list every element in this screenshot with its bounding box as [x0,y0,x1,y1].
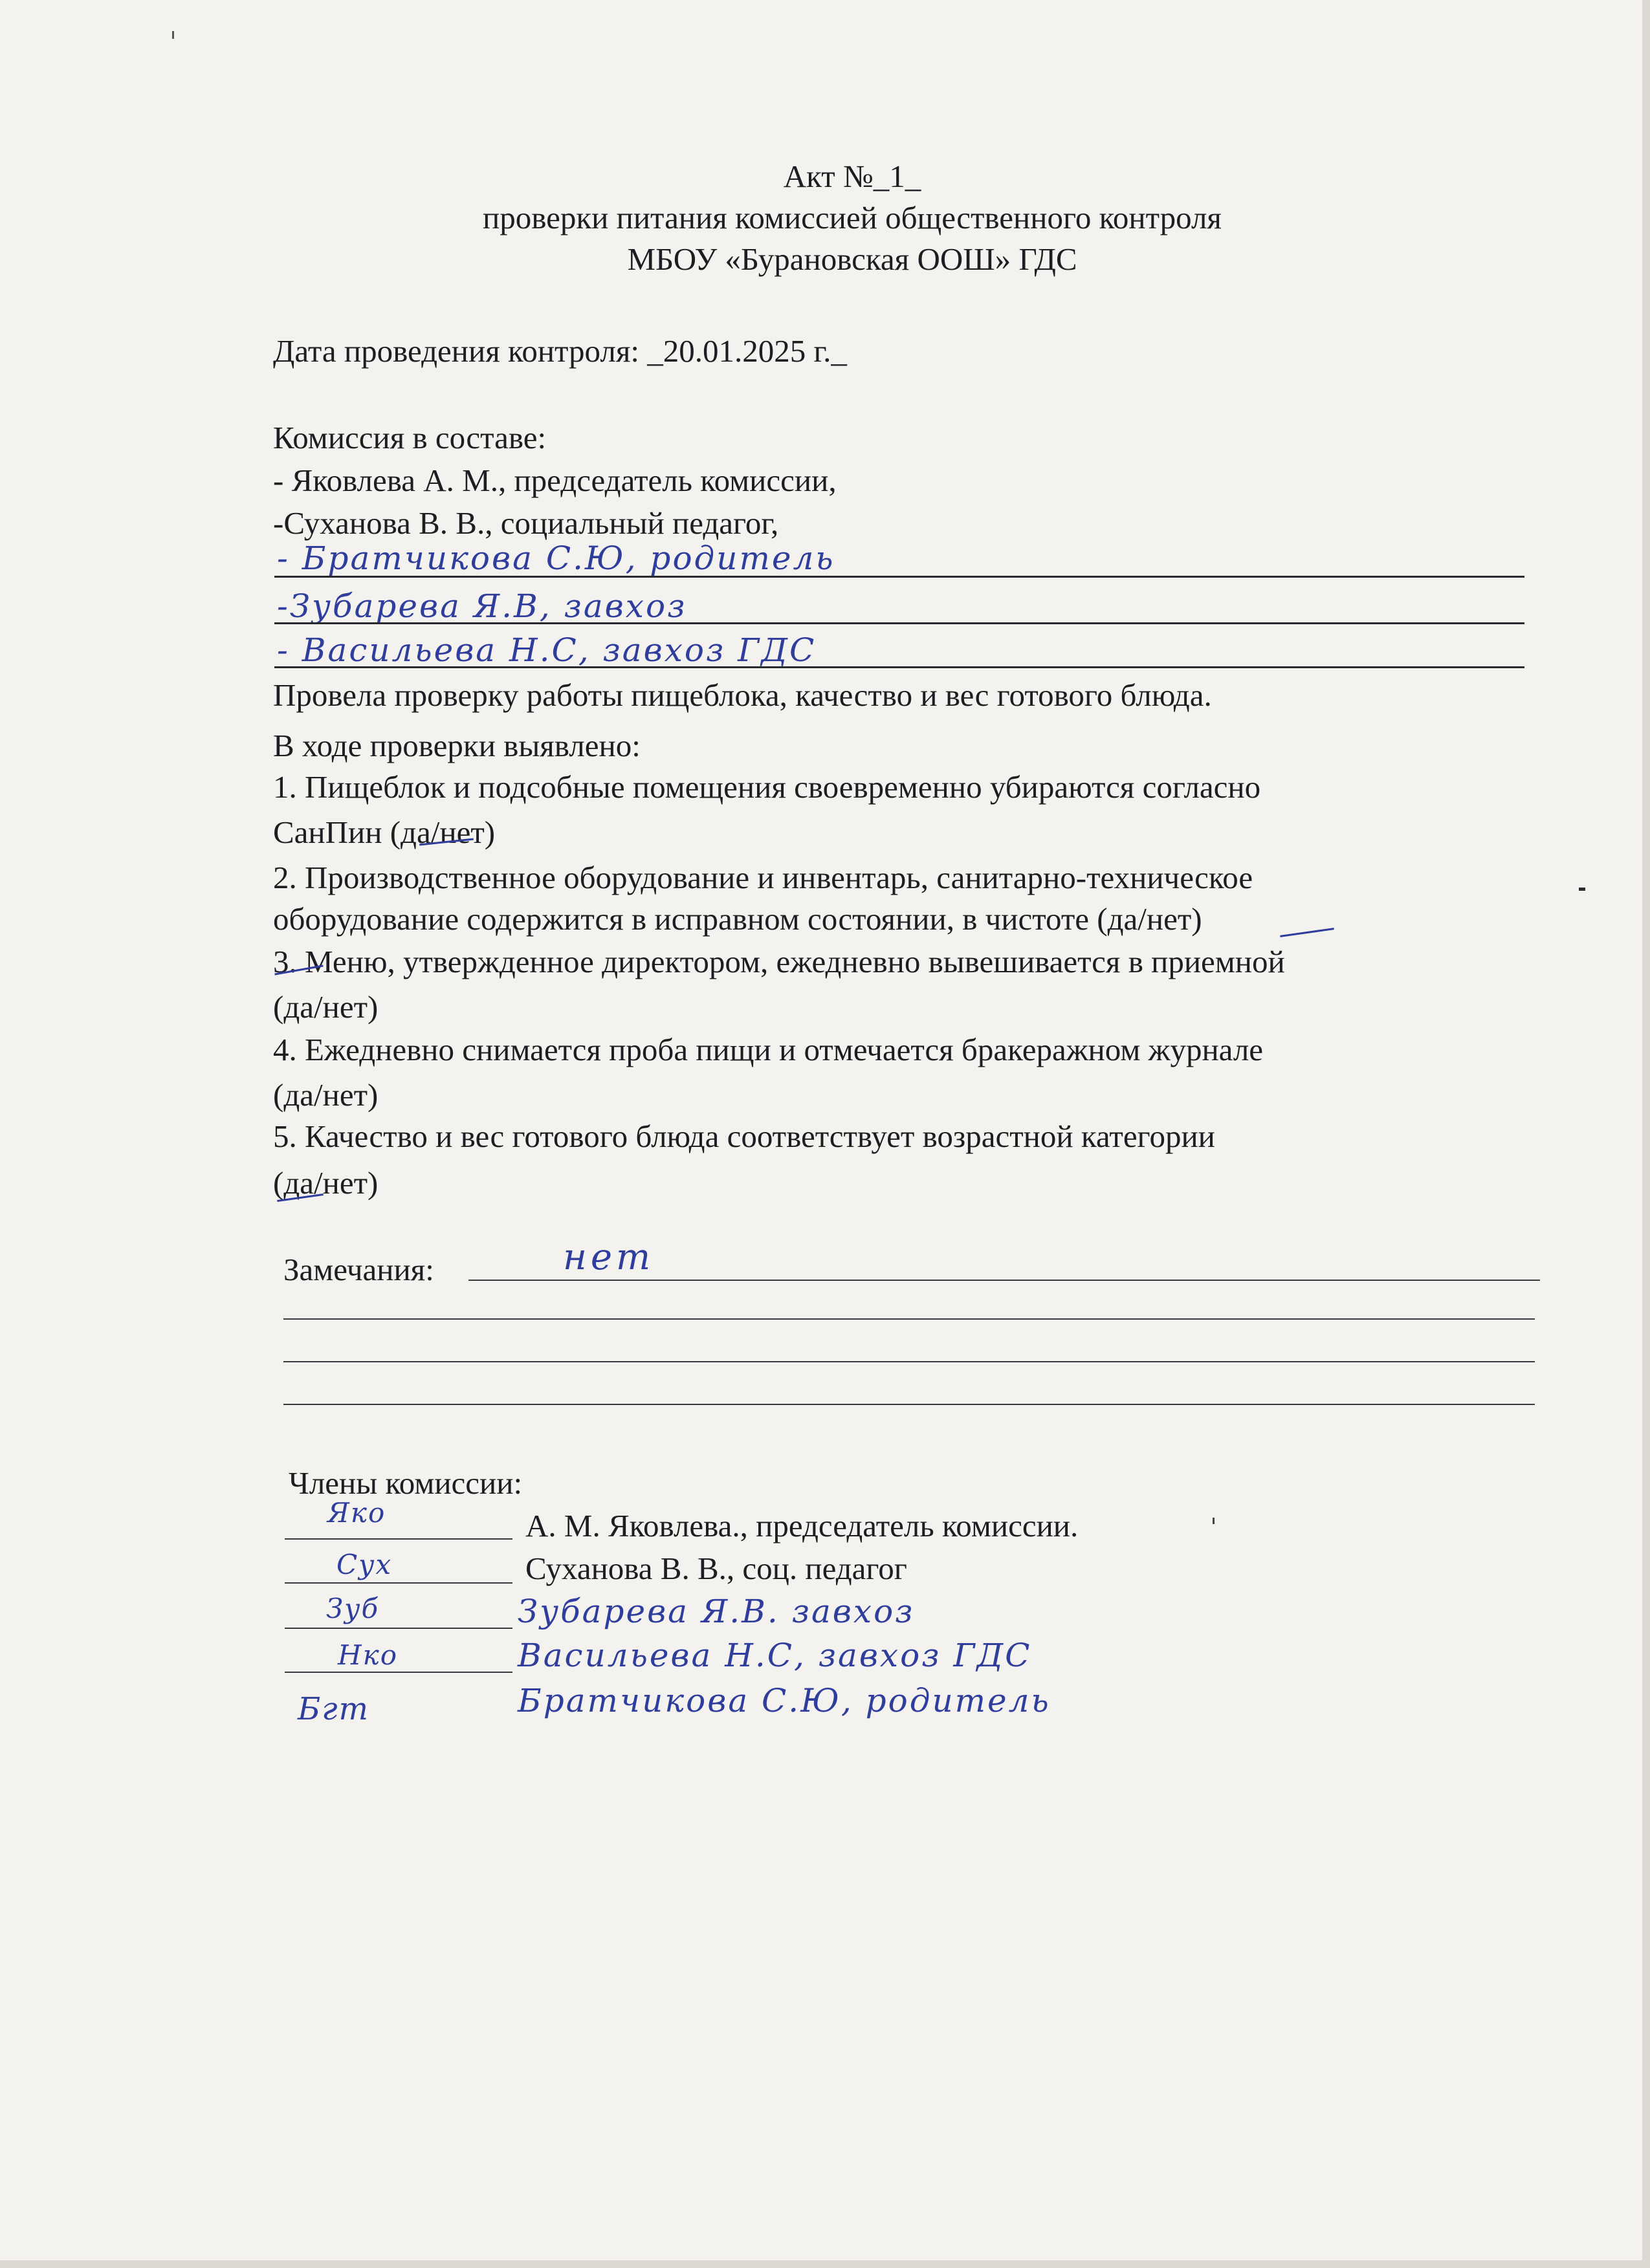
inspection-found: В ходе проверки выявлено: [273,728,641,763]
signatory-name: Суханова В. В., соц. педагог [525,1551,907,1586]
inspection-line: СанПин (да/нет) [273,814,496,850]
signature-line [285,1538,512,1540]
member-line [274,666,1524,668]
remarks-line [283,1318,1535,1320]
inspection-intro: Провела проверку работы пищеблока, качество и вес готового блюда. [273,677,1212,713]
commission-heading: Комиссия в составе: [273,420,547,455]
inspection-line: оборудование содержится в исправном состоянии, в чистоте (да/нет) [273,901,1202,937]
school-name: МБОУ «Бурановская ООШ» ГДС [627,241,1077,277]
inspection-line: 3. Меню, утвержденное директором, ежедневно вывешивается в приемной [273,944,1285,979]
act-title: Акт №_1_ [783,158,921,194]
inspection-line: 4. Ежедневно снимается проба пищи и отмечается бракеражном журнале [273,1032,1264,1067]
signatory-name: Зубарева Я.В. завхоз [518,1593,915,1630]
member-line [274,622,1524,624]
signature-line [285,1672,512,1673]
commission-member-handwritten: - Братчикова С.Ю, родитель [277,540,835,577]
signature: Нко [338,1639,398,1671]
signatures-heading: Члены комиссии: [289,1465,523,1501]
signature-line [285,1628,512,1629]
scan-speck [172,31,174,39]
commission-member-handwritten: -Зубарева Я.В, завхоз [277,587,687,625]
inspection-line: 5. Качество и вес готового блюда соответствует возрастной категории [273,1118,1215,1154]
answer-yes-mark [1280,928,1334,937]
signatory-name: А. М. Яковлева., председатель комиссии. [525,1508,1079,1543]
signatory-name: Братчикова С.Ю, родитель [518,1682,1051,1719]
inspection-line: (да/нет) [273,1077,379,1113]
signature: Сух [336,1549,393,1580]
scan-edge-right [1642,0,1650,2268]
scan-edge-bottom [0,2260,1650,2268]
signature: Яко [327,1497,386,1529]
inspection-line: (да/нет) [273,1165,379,1201]
member-line [274,576,1524,578]
commission-member-handwritten: - Васильева Н.С, завхоз ГДС [277,631,817,669]
inspection-line: 2. Производственное оборудование и инвентарь, санитарно-техническое [273,860,1253,895]
remarks-line [283,1361,1535,1362]
remarks-line [468,1280,1540,1281]
inspection-line: (да/нет) [273,989,379,1025]
control-date: Дата проведения контроля: _20.01.2025 г._ [273,333,847,369]
commission-member-typed: -Суханова В. В., социальный педагог, [273,505,779,541]
remarks-label: Замечания: [283,1252,434,1287]
inspection-line: 1. Пищеблок и подсобные помещения своевременно убираются согласно [273,769,1261,805]
signature: Зуб [326,1593,380,1624]
remarks-line [283,1404,1535,1405]
act-subtitle: проверки питания комиссией общественного контроля [483,200,1222,235]
remarks-value: нет [563,1236,655,1278]
signature: Бгт [298,1691,370,1727]
signatory-name: Васильева Н.С, завхоз ГДС [518,1637,1032,1674]
commission-member-typed: - Яковлева А. М., председатель комиссии, [273,463,837,498]
scan-speck [1213,1518,1215,1524]
scan-speck [1579,888,1585,891]
signature-line [285,1582,512,1584]
